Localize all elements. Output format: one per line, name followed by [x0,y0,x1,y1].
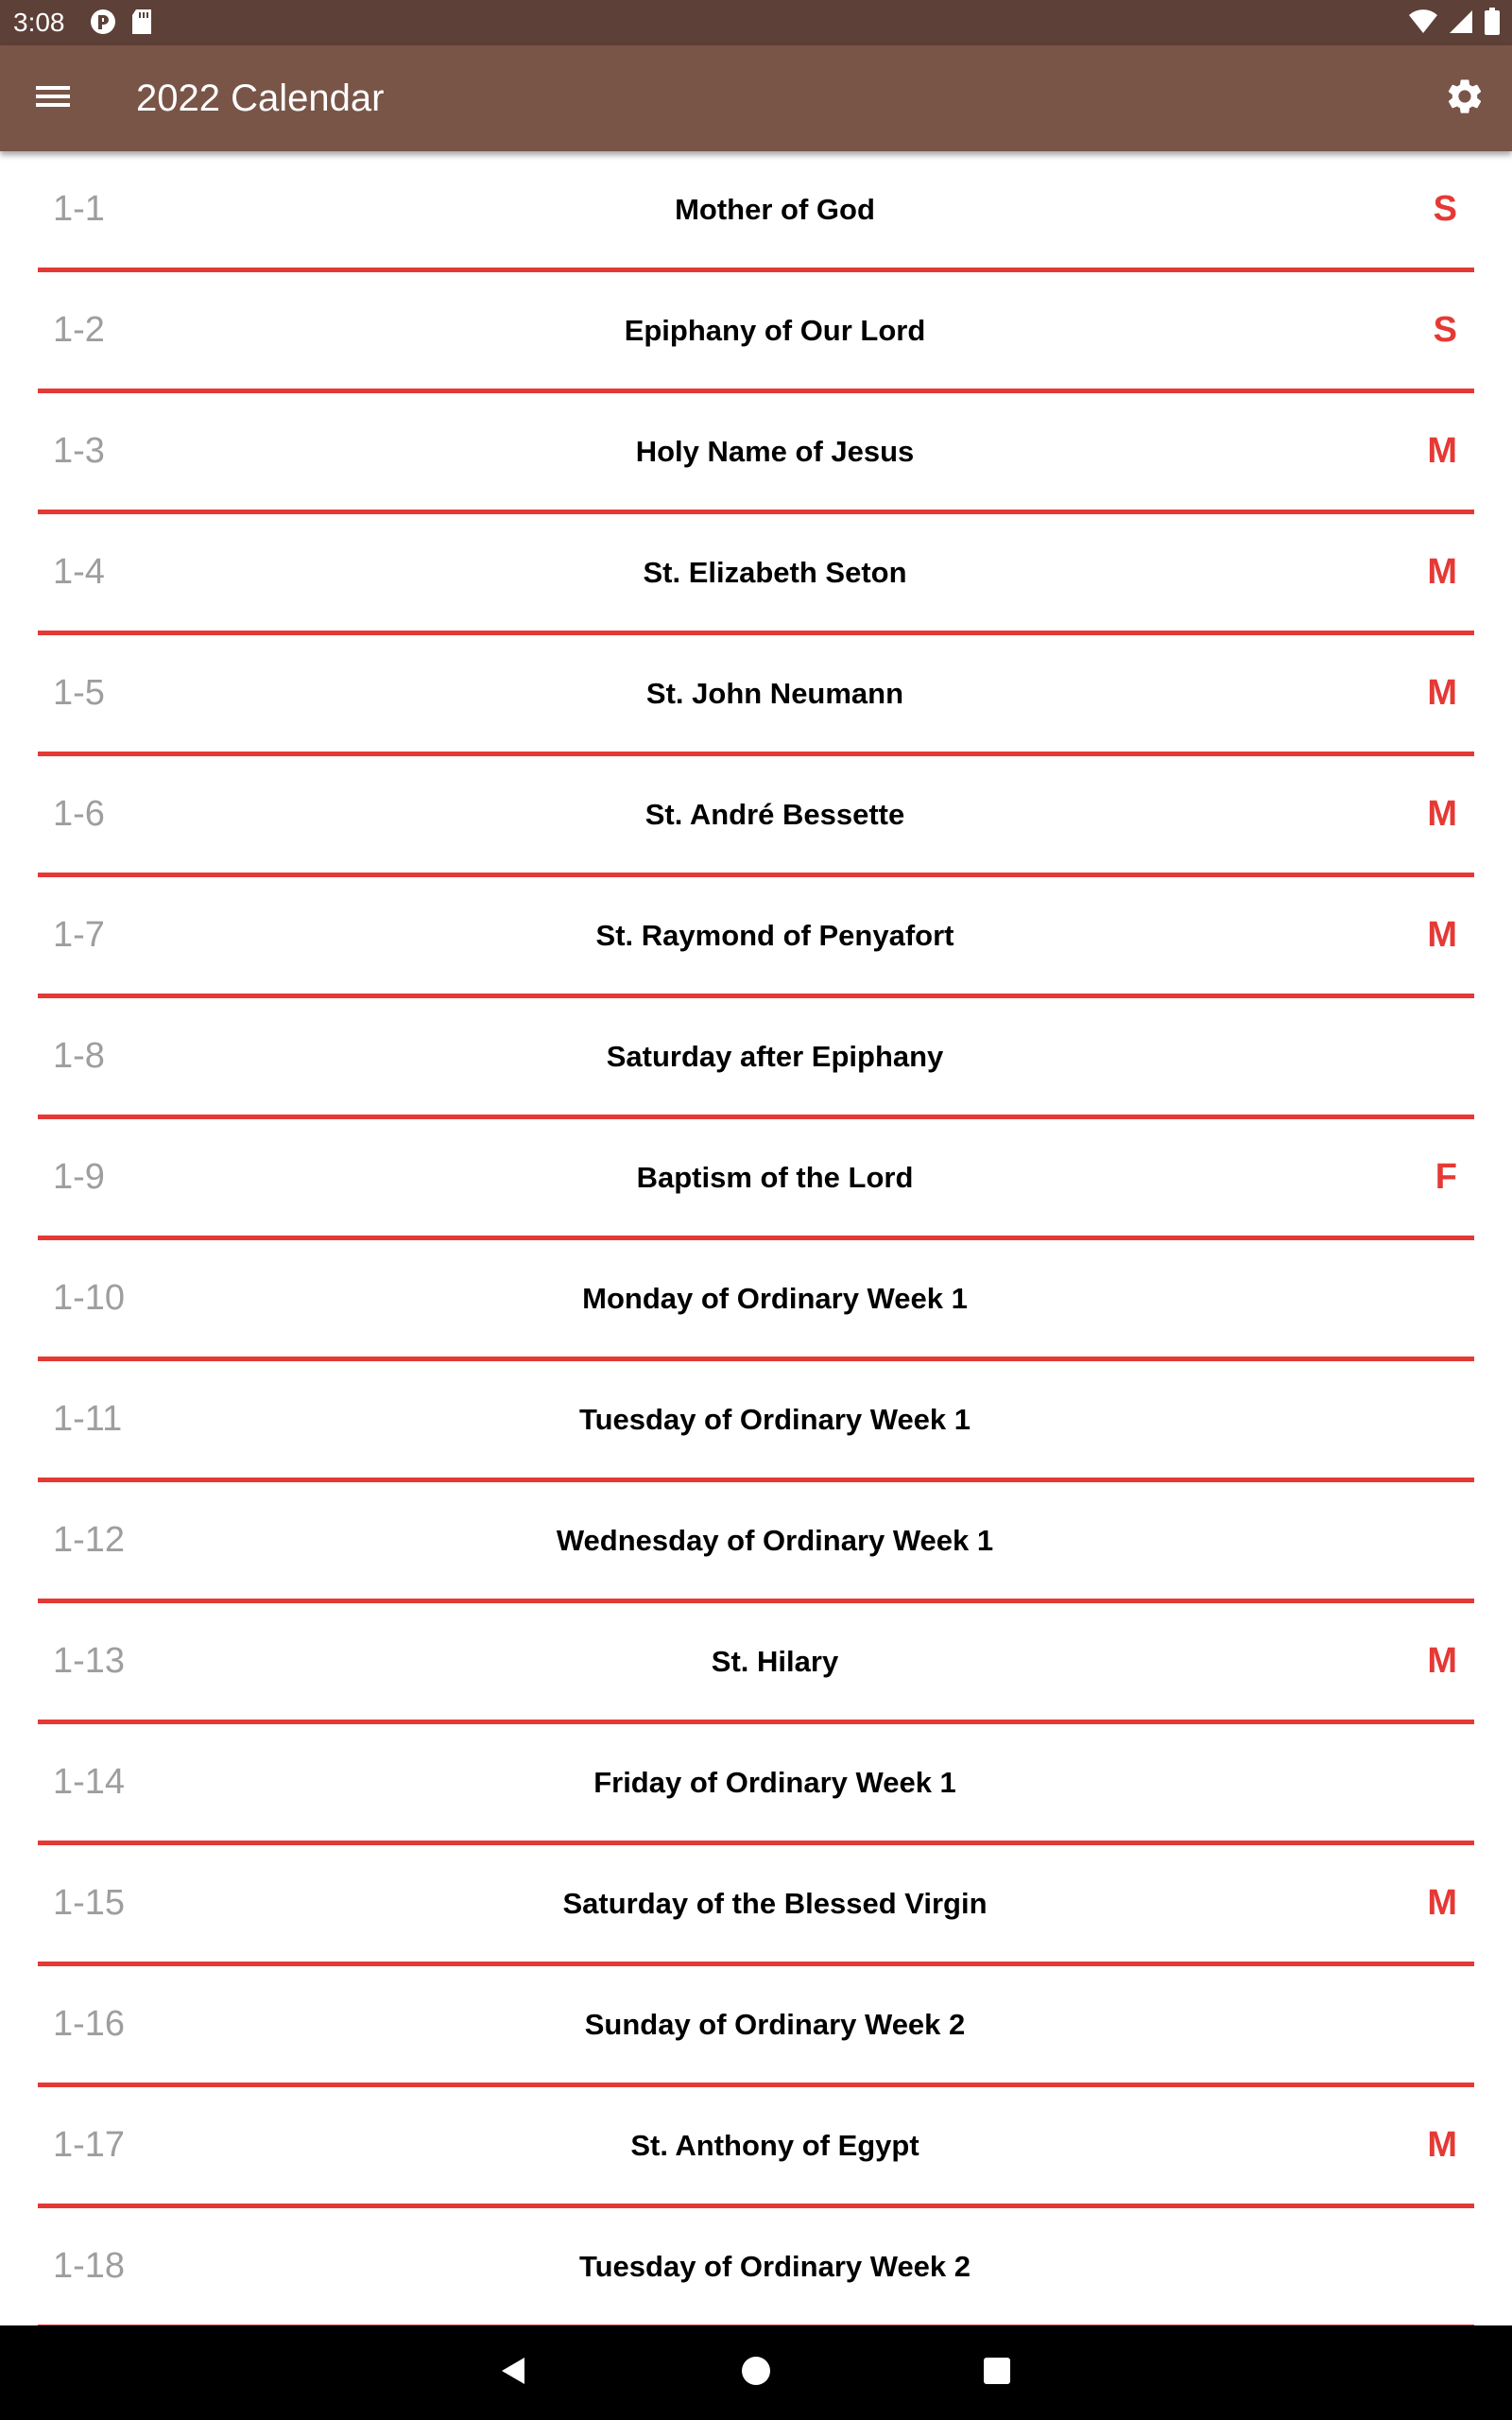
list-item-date: 1-16 [53,2004,126,2044]
back-button[interactable] [475,2346,551,2399]
list-item-title: Saturday of the Blessed Virgin [562,1887,988,1920]
list-item[interactable] [0,877,1512,998]
settings-button[interactable] [1435,72,1495,125]
list-item-title: Monday of Ordinary Week 1 [582,1282,968,1315]
menu-button[interactable] [23,72,83,125]
list-item-rank: S [1433,189,1457,229]
list-item-date: 1-18 [53,2246,126,2286]
list-item-date: 1-15 [53,1883,126,1923]
gear-icon [1444,76,1486,122]
back-triangle-icon [496,2354,530,2393]
list-item[interactable] [0,635,1512,756]
list-item-date: 1-4 [53,552,105,592]
list-item-title: St. John Neumann [645,677,904,710]
list-item[interactable] [0,1482,1512,1603]
list-item[interactable] [0,1119,1512,1240]
list-item[interactable] [0,998,1512,1119]
sync-icon [89,8,117,41]
list-item-rank: M [1427,1641,1457,1681]
list-item-title: Tuesday of Ordinary Week 2 [578,2250,971,2283]
list-item[interactable] [0,2208,1512,2325]
list-item-date: 1-6 [53,794,105,834]
list-item-title: Tuesday of Ordinary Week 1 [578,1403,971,1436]
list-item-title: Sunday of Ordinary Week 2 [584,2008,966,2041]
list-item-date: 1-3 [53,431,105,471]
list-item[interactable] [0,151,1512,272]
list-item-title: St. André Bessette [644,798,905,831]
list-item[interactable] [0,514,1512,635]
list-item-date: 1-13 [53,1641,126,1681]
page-title: 2022 Calendar [136,78,385,119]
list-item-title: Wednesday of Ordinary Week 1 [556,1524,994,1557]
list-item-rank: M [1427,552,1457,592]
signal-icon [1448,9,1474,40]
list-item-date: 1-9 [53,1157,105,1197]
list-item-date: 1-1 [53,189,105,229]
list-item-rank: S [1433,310,1457,350]
list-item[interactable] [0,393,1512,514]
list-item-rank: M [1427,2125,1457,2165]
list-item-title: Epiphany of Our Lord [624,314,926,347]
list-item-date: 1-7 [53,915,105,955]
list-item-rank: M [1427,794,1457,834]
calendar-list[interactable] [0,151,1512,2325]
list-item-rank: M [1427,915,1457,955]
list-item-title: St. Hilary [711,1645,839,1678]
list-item-date: 1-10 [53,1278,126,1318]
list-item-title: Friday of Ordinary Week 1 [593,1766,956,1799]
list-item-rank: M [1427,1883,1457,1923]
list-item-date: 1-12 [53,1520,126,1560]
list-item-date: 1-14 [53,1762,126,1802]
status-system-icons [1408,8,1501,41]
list-item-title: Saturday after Epiphany [606,1040,944,1073]
list-item[interactable] [0,2087,1512,2208]
hamburger-menu-icon [34,82,72,115]
recents-square-icon [980,2354,1014,2393]
home-button[interactable] [718,2346,794,2399]
list-item[interactable] [0,1603,1512,1724]
list-item-date: 1-17 [53,2125,126,2165]
recents-button[interactable] [959,2346,1035,2399]
list-item-title: Baptism of the Lord [636,1161,914,1194]
list-item[interactable] [0,1240,1512,1361]
list-item[interactable] [0,756,1512,877]
status-notification-icons [89,8,153,41]
status-time: 3:08 [13,8,65,37]
list-item-rank: M [1427,673,1457,713]
battery-icon [1484,8,1501,41]
list-item-date: 1-11 [53,1399,123,1439]
list-item-title: Holy Name of Jesus [635,435,915,468]
list-item-date: 1-5 [53,673,105,713]
wifi-icon [1408,9,1438,40]
list-item-rank: M [1427,431,1457,471]
list-item[interactable] [0,1361,1512,1482]
list-item-title: St. Elizabeth Seton [643,556,907,589]
list-item[interactable] [0,1724,1512,1845]
list-item[interactable] [0,1845,1512,1966]
list-item-rank: F [1435,1157,1457,1197]
status-bar [0,0,1512,45]
list-item[interactable] [0,272,1512,393]
list-item-title: St. Anthony of Egypt [630,2129,919,2162]
list-item-title: St. Raymond of Penyafort [595,919,954,952]
list-item-date: 1-8 [53,1036,105,1076]
sd-card-icon [130,8,153,41]
navigation-bar [0,2325,1512,2420]
list-item-date: 1-2 [53,310,105,350]
app-bar [0,45,1512,151]
list-item-title: Mother of God [675,193,875,226]
home-circle-icon [739,2354,773,2393]
list-item[interactable] [0,1966,1512,2087]
